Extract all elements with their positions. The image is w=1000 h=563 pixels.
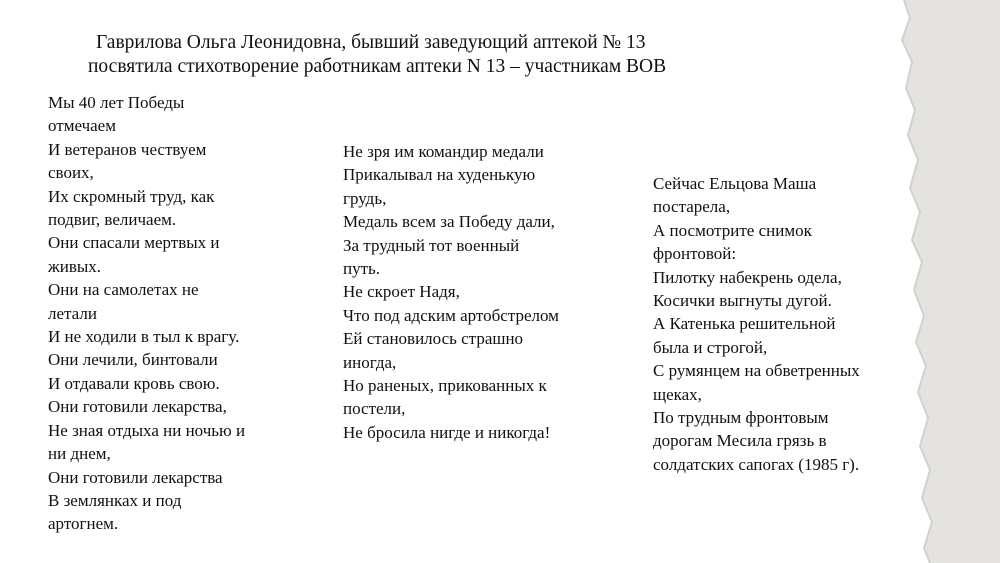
poem-line: дорогам Месила грязь в xyxy=(653,431,827,451)
poem-line: иногда, xyxy=(343,352,397,372)
poem-line: Что под адским артобстрелом xyxy=(343,305,559,325)
poem-line: постели, xyxy=(343,399,406,419)
header-title xyxy=(88,31,808,79)
poem-line: Они готовили лекарства, xyxy=(48,397,227,417)
header-line-1: Гаврилова Ольга Леонидовна, бывший заведующий аптекой № 13 xyxy=(96,32,646,53)
poem-line: Не зная отдыха ни ночью и xyxy=(48,420,246,440)
poem-line: Но раненых, прикованных к xyxy=(343,376,547,396)
poem-line: Не зря им командир медали xyxy=(343,142,544,161)
poem-line: была и строгой, xyxy=(653,337,768,357)
poem-line: летали xyxy=(48,303,97,323)
poem-line: Их скромный труд, как xyxy=(48,186,215,206)
poem-line: По трудным фронтовым xyxy=(653,408,829,428)
poem-line: И отдавали кровь свою. xyxy=(48,373,220,393)
poem-line: постарела, xyxy=(653,197,731,217)
poem-line: Прикалывал на худенькую xyxy=(343,165,536,185)
poem-line: отмечаем xyxy=(48,116,116,136)
poem-line: Они на самолетах не xyxy=(48,280,199,300)
poem-line: грудь, xyxy=(343,188,387,208)
poem-column-1 xyxy=(48,91,245,536)
poem-line: Пилотку набекрень одела, xyxy=(653,267,842,287)
poem-line: Они спасали мертвых и xyxy=(48,233,220,253)
poem-line: ни днем, xyxy=(48,444,111,464)
poem-line: живых. xyxy=(48,256,102,276)
poem-line: И не ходили в тыл к врагу. xyxy=(48,327,240,347)
poem-line: С румянцем на обветренных xyxy=(653,361,860,381)
poem-line: Не скроет Надя, xyxy=(343,282,460,302)
poem-column-2 xyxy=(343,140,559,444)
poem-line: Ей становилось страшно xyxy=(343,329,524,349)
poem-line: За трудный тот военный xyxy=(343,235,520,255)
poem-line: Они готовили лекарства xyxy=(48,467,223,487)
poem-line: А посмотрите снимок xyxy=(653,220,812,240)
poem-line: Они лечили, бинтовали xyxy=(48,350,218,370)
poem-line: солдатских сапогах (1985 г). xyxy=(653,454,860,474)
poem-line: подвиг, величаем. xyxy=(48,210,177,230)
poem-line: Не бросила нигде и никогда! xyxy=(343,422,551,442)
poem-line: своих, xyxy=(48,163,94,183)
poem-line: В землянках и под xyxy=(48,490,182,510)
poem-line: А Катенька решительной xyxy=(653,314,836,334)
poem-line: Сейчас Ельцова Маша xyxy=(653,174,817,193)
poem-line: путь. xyxy=(343,259,381,279)
poem-column-3 xyxy=(653,172,860,476)
poem-line: Мы 40 лет Победы xyxy=(48,93,185,112)
poem-line: артогнем. xyxy=(48,514,119,534)
poem-line: И ветеранов чествуем xyxy=(48,139,207,159)
header-line-2: посвятила стихотворение работникам аптеки N 13 – участникам ВОВ xyxy=(88,56,667,77)
poem-line: Медаль всем за Победу дали, xyxy=(343,212,555,232)
poem-line: щеках, xyxy=(653,384,702,404)
poem-line: Косички выгнуты дугой. xyxy=(653,291,832,311)
poem-line: фронтовой: xyxy=(653,244,737,264)
